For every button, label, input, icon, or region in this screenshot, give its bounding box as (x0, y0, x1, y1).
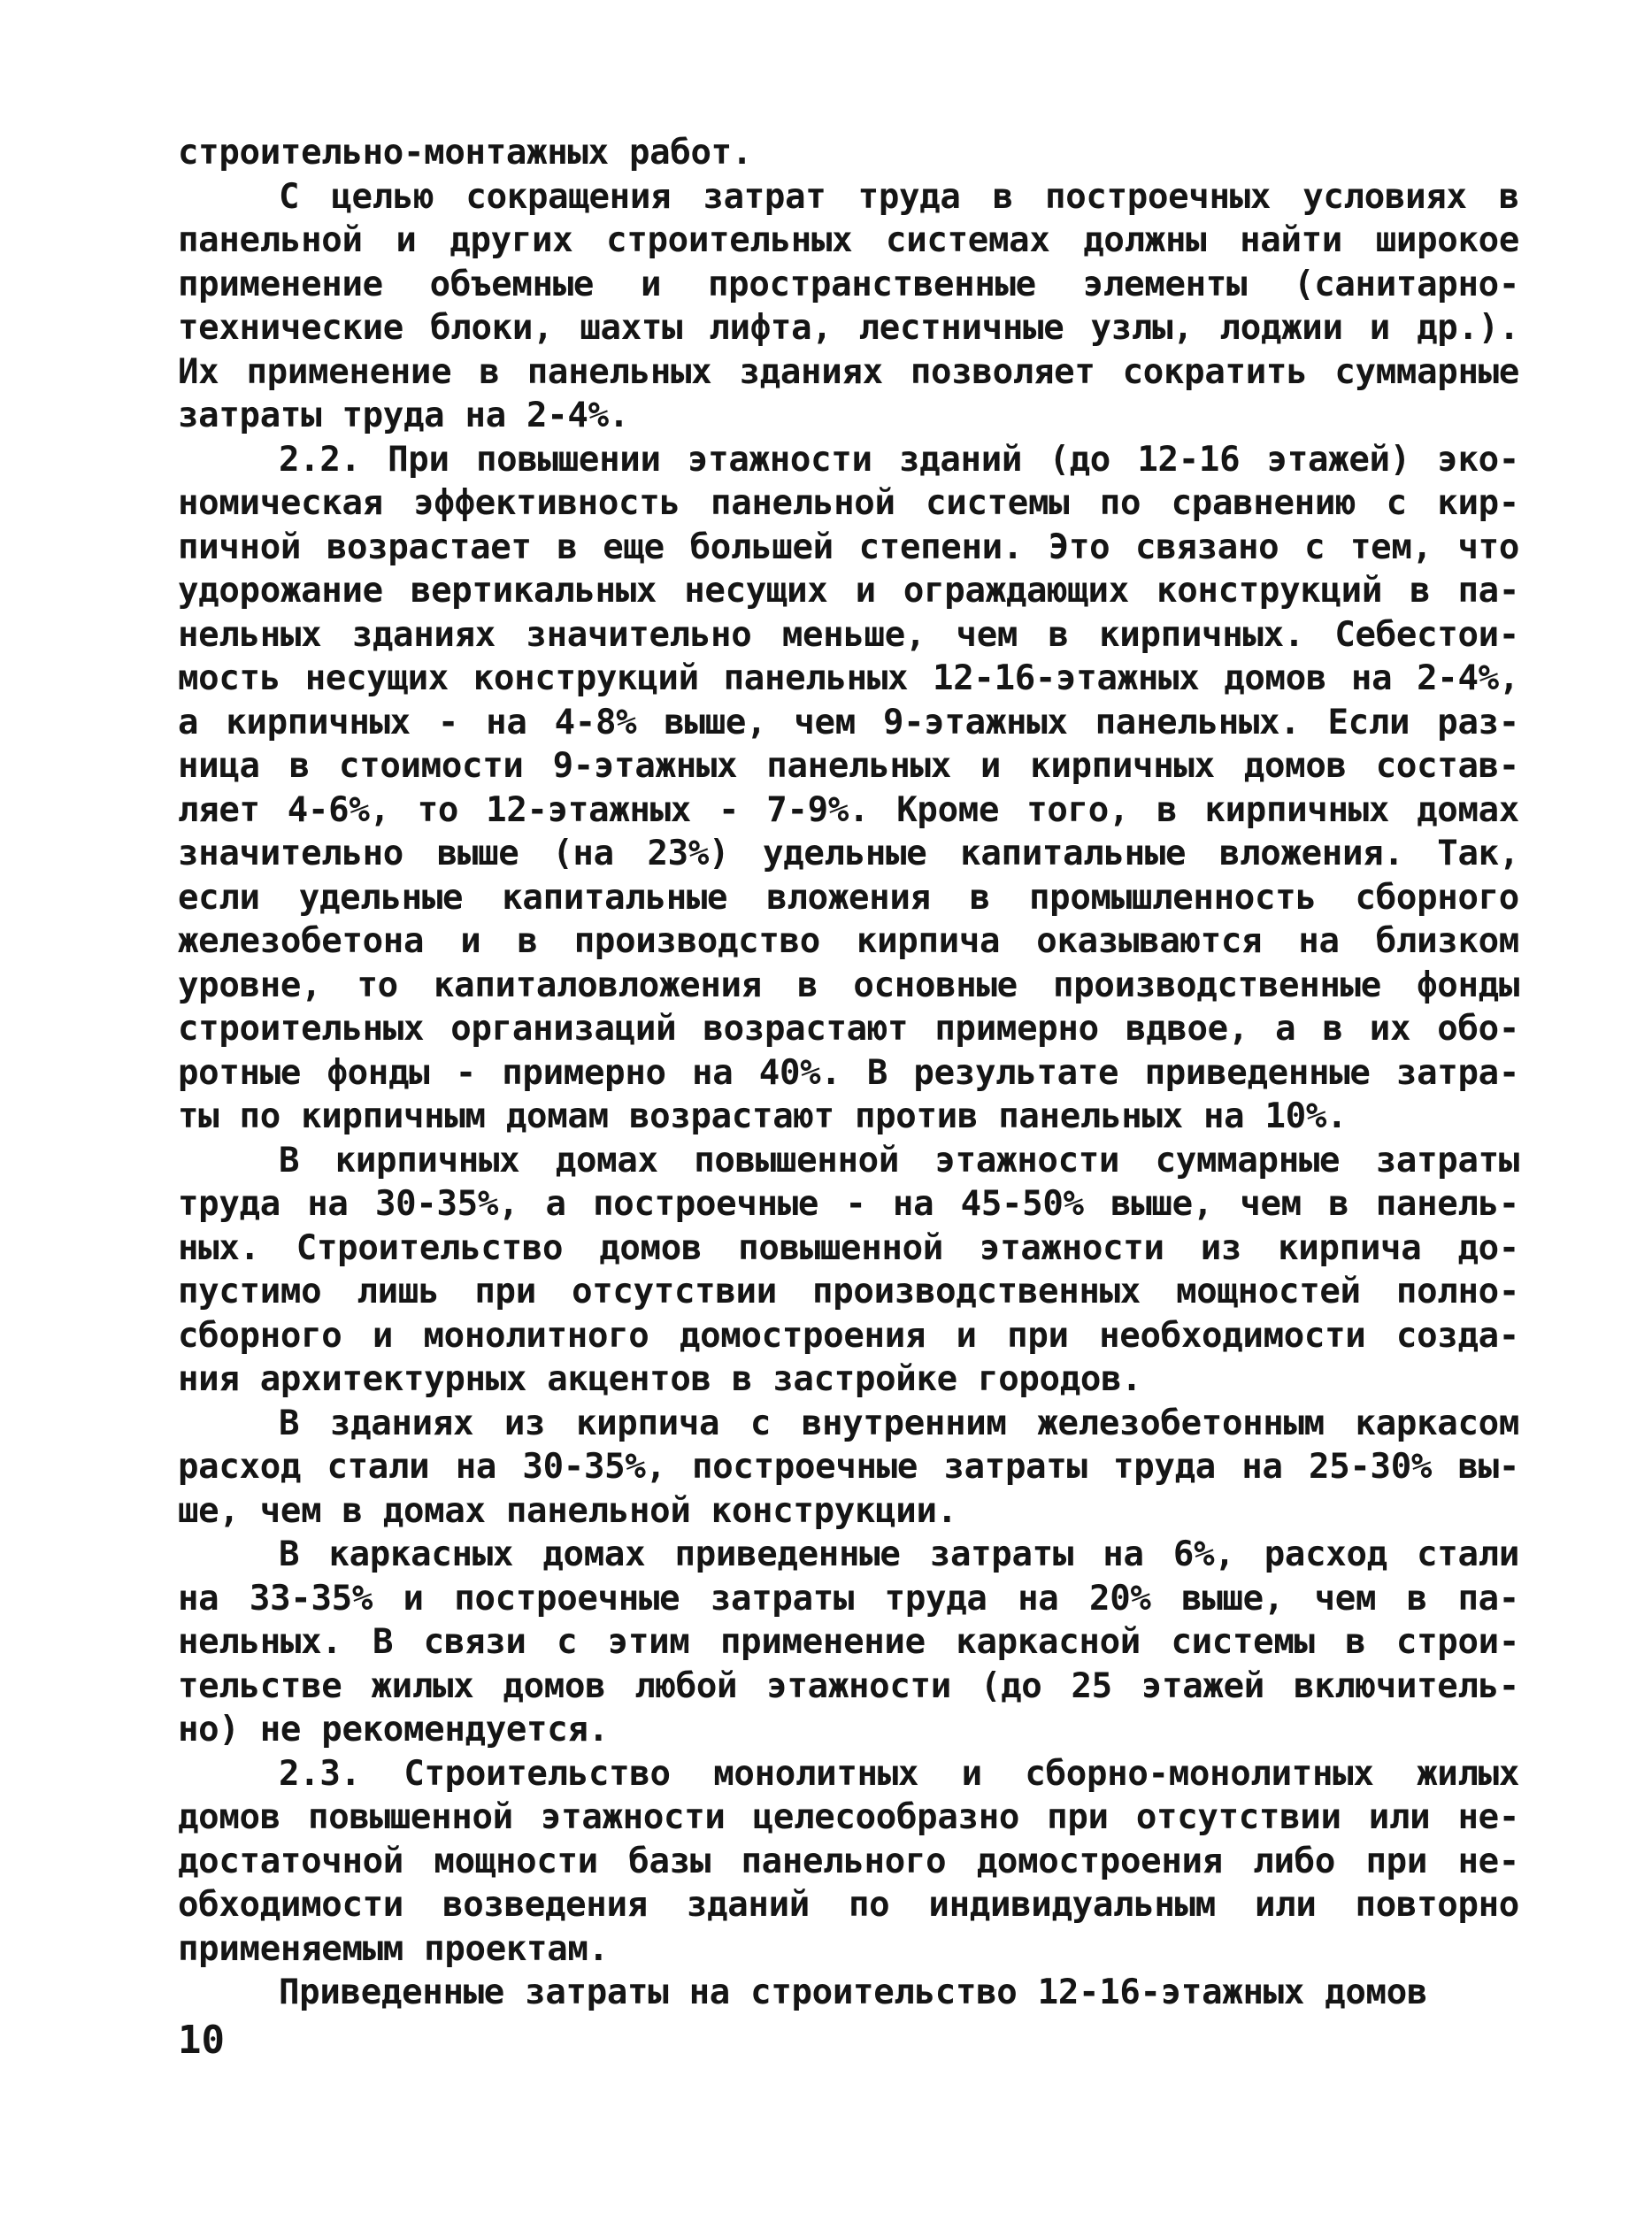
text-line: ше, чем в домах панельной конструкции. (178, 1490, 957, 1531)
text-line: Приведенные затраты на строительство 12-16-этажных домов (279, 1973, 1428, 2012)
text-line: строительно-монтажных работ. (178, 133, 753, 173)
text-line: труда на 30-35%, а построечные - на 45-50% выше, чем в панель- (178, 1184, 1519, 1224)
text-line: достаточной мощности базы панельного домостроения либо при не- (178, 1841, 1519, 1881)
text-line: мость несущих конструкций панельных 12-16-этажных домов на 2-4%, (178, 658, 1519, 698)
paragraph-p5 (178, 1533, 1519, 1752)
text-line: применяемым проектам. (178, 1928, 609, 1969)
text-line: на 33-35% и построечные затраты труда на 20% выше, чем в па- (178, 1578, 1519, 1619)
paragraph-p0 (178, 131, 1519, 175)
text-line: домов повышенной этажности целесообразно при отсутствии или не- (178, 1797, 1519, 1837)
text-line: Их применение в панельных зданиях позволяет сократить суммарные (178, 351, 1519, 392)
paragraph-p2 (178, 438, 1519, 1139)
page-number: 10 (178, 2018, 225, 2063)
text-line: номическая эффективность панельной системы по сравнению с кир- (178, 483, 1519, 523)
text-line: пустимо лишь при отсутствии производственных мощностей полно- (178, 1272, 1519, 1311)
text-line: сборного и монолитного домостроения и при необходимости созда- (178, 1315, 1519, 1356)
text-line: применение объемные и пространственные элементы (санитарно- (178, 264, 1519, 304)
text-line: но) не рекомендуется. (178, 1710, 609, 1750)
text-line: нельных зданиях значительно меньше, чем в кирпичных. Себестои- (178, 614, 1519, 655)
text-line: пичной возрастает в еще большей степени. Это связано с тем, что (178, 527, 1519, 567)
text-line: затраты труда на 2-4%. (178, 396, 629, 435)
paragraph-p1 (178, 175, 1519, 438)
text-line: если удельные капитальные вложения в промышленность сборного (178, 877, 1519, 918)
text-line: ты по кирпичным домам возрастают против панельных на 10%. (178, 1096, 1348, 1136)
text-line: В кирпичных домах повышенной этажности суммарные затраты (279, 1140, 1519, 1181)
text-line: ляет 4-6%, то 12-этажных - 7-9%. Кроме того, в кирпичных домах (178, 789, 1519, 830)
text-line: а кирпичных - на 4-8% выше, чем 9-этажных панельных. Если раз- (178, 702, 1519, 742)
text-line: железобетона и в производство кирпича оказываются на близком (178, 921, 1519, 961)
text-line: 2.3. Строительство монолитных и сборно-монолитных жилых (279, 1753, 1519, 1794)
text-line: технические блоки, шахты лифта, лестничные узлы, лоджии и др.). (178, 308, 1519, 348)
text-line: строительных организаций возрастают примерно вдвое, а в их обо- (178, 1009, 1519, 1049)
text-line: ных. Строительство домов повышенной этажности из кирпича до- (178, 1227, 1519, 1268)
text-line: ница в стоимости 9-этажных панельных и кирпичных домов состав- (178, 746, 1519, 786)
paragraph-p4 (178, 1402, 1519, 1534)
paragraph-p6 (178, 1752, 1519, 1972)
text-line: расход стали на 30-35%, построечные затраты труда на 25-30% вы- (178, 1447, 1519, 1487)
text-line: В каркасных домах приведенные затраты на 6%, расход стали (279, 1534, 1519, 1574)
text-line: В зданиях из кирпича с внутренним железобетонным каркасом (279, 1403, 1519, 1443)
text-line: уровне, то капиталовложения в основные производственные фонды (178, 965, 1519, 1005)
text-line: панельной и других строительных системах должны найти широкое (178, 220, 1519, 260)
body-text (178, 131, 1519, 2015)
text-line: обходимости возведения зданий по индивидуальным или повторно (178, 1885, 1519, 1925)
paragraph-p3 (178, 1139, 1519, 1402)
text-line: ротные фонды - примерно на 40%. В результате приведенные затра- (178, 1052, 1519, 1093)
paragraph-p7 (178, 1971, 1519, 2015)
text-line: значительно выше (на 23%) удельные капитальные вложения. Так, (178, 834, 1519, 873)
text-line: С целью сокращения затрат труда в построечных условиях в (279, 176, 1519, 217)
text-line: нельных. В связи с этим применение каркасной системы в строи- (178, 1622, 1519, 1662)
text-line: тельстве жилых домов любой этажности (до 25 этажей включитель- (178, 1665, 1519, 1706)
text-line: 2.2. При повышении этажности зданий (до 12-16 этажей) эко- (279, 439, 1519, 480)
text-line: удорожание вертикальных несущих и ограждающих конструкций в па- (178, 571, 1519, 611)
text-line: ния архитектурных акцентов в застройке городов. (178, 1359, 1142, 1399)
